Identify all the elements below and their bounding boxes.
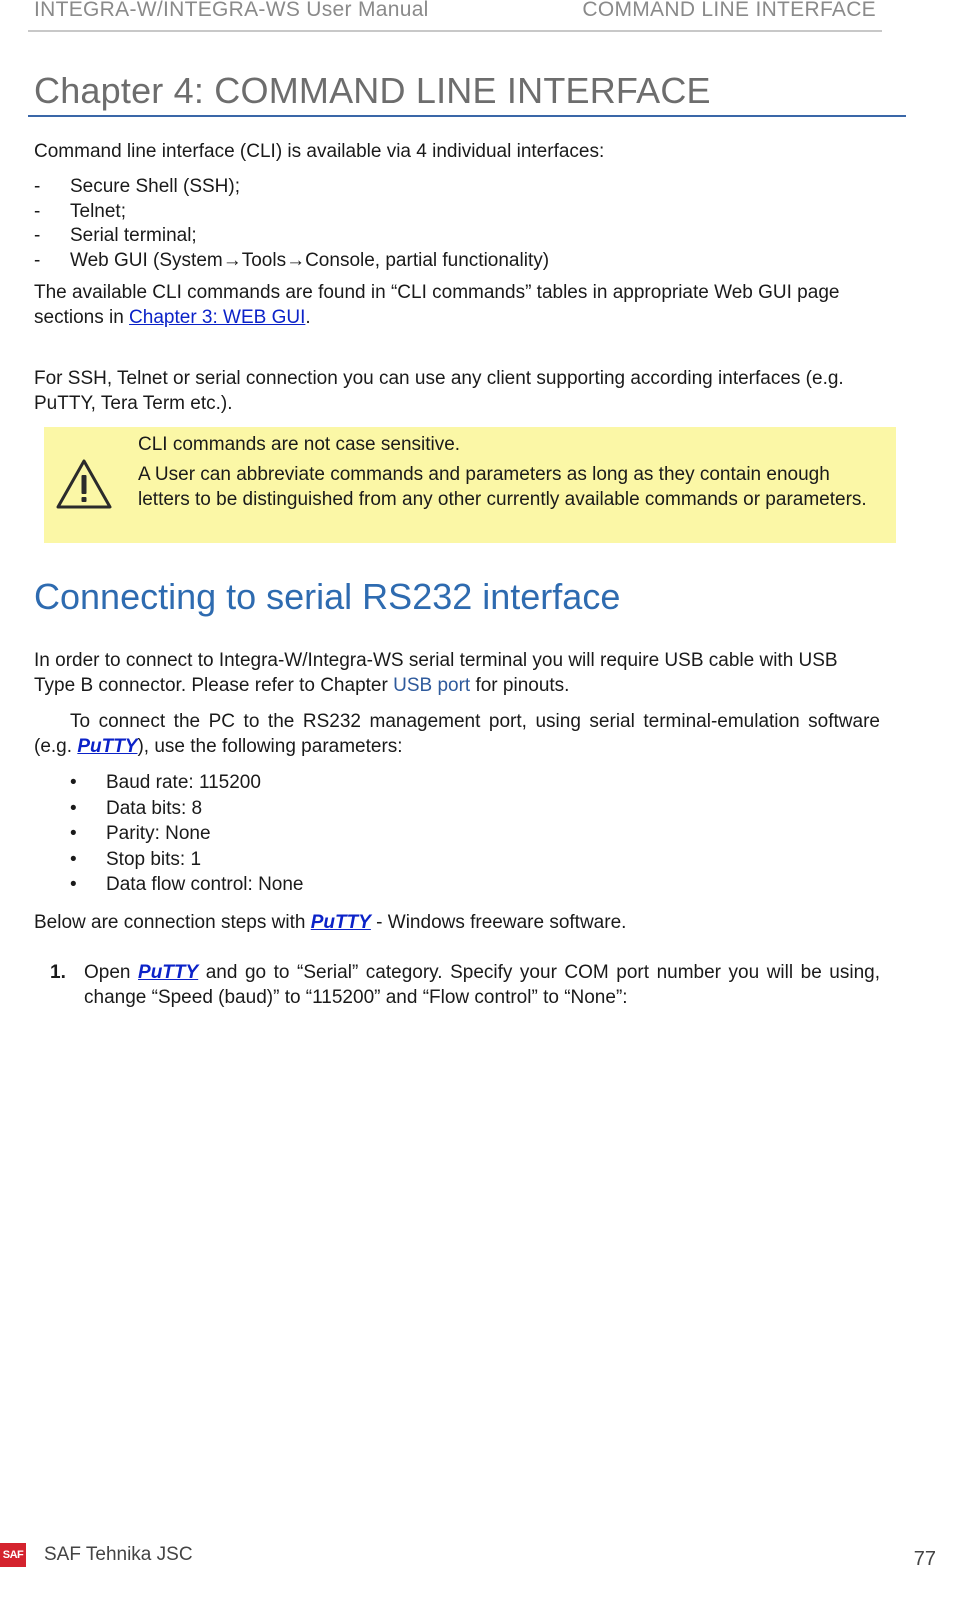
list-item: - Web GUI (System→Tools→Console, partial functionality) [34,249,550,271]
interfaces-list [34,175,549,273]
putty-link[interactable]: PuTTY [310,912,371,933]
list-item: - Secure Shell (SSH); [34,176,241,197]
putty-link[interactable]: PuTTY [138,962,199,983]
putty-link[interactable]: PuTTY [77,736,138,757]
chapter-3-web-gui-link[interactable]: Chapter 3: WEB GUI [129,307,306,328]
saf-logo: SAF [0,1543,26,1567]
note-line-1: CLI commands are not case sensitive. [138,434,461,455]
list-item: • Baud rate: 115200 [70,772,261,793]
cli-commands-paragraph: The available CLI commands are found in “CLI commands” tables in appropriate Web GUI page sections in Chapter 3: WEB GUI. [34,282,840,328]
usb-port-link[interactable]: USB port [393,675,471,696]
page-number: 77 [913,1548,936,1570]
steps-intro-paragraph: Below are connection steps with PuTTY - Windows freeware software. [34,912,627,933]
parameters-list [34,770,304,898]
serial-intro-paragraph: In order to connect to Integra-W/Integra-WS serial terminal you will require USB cable with USB Type B connector. Please refer to Chapter USB port for pinouts. [34,650,838,696]
header-chapter-name: COMMAND LINE INTERFACE [582,0,876,21]
list-item: • Parity: None [70,823,211,844]
section-title: Connecting to serial RS232 interface [34,576,621,617]
step-text: Open PuTTY and go to “Serial” category. Specify your COM port number you will be using, change “Speed (baud)” to “115200” and “Flow control” to “None”: [84,962,880,1008]
note-line-2: A User can abbreviate commands and parameters as long as they contain enough letters to be distinguished from any other currently available commands or parameters. [138,464,867,510]
list-item: • Stop bits: 1 [70,848,202,870]
note-box [44,427,896,543]
list-item: • Data flow control: None [70,874,304,895]
intro-paragraph: Command line interface (CLI) is available via 4 individual interfaces: [34,141,605,162]
rs232-paragraph: To connect the PC to the RS232 management port, using serial terminal-emulation software (e.g. PuTTY), use the following parameters: [34,711,880,757]
header-manual-title: INTEGRA-W/INTEGRA-WS User Manual [34,0,429,21]
chapter-title: Chapter 4: COMMAND LINE INTERFACE [34,70,711,111]
list-item: - Telnet; [34,200,126,222]
step-number: 1. [50,962,66,983]
page-header [28,0,882,32]
list-item: • Data bits: 8 [70,797,203,819]
clients-paragraph: For SSH, Telnet or serial connection you can use any client supporting according interfaces (e.g. PuTTY, Tera Term etc.). [34,368,844,414]
list-item: - Serial terminal; [34,225,197,246]
chapter-divider [28,115,906,117]
warning-triangle-icon [54,457,114,513]
footer-company: SAF Tehnika JSC [44,1544,193,1565]
